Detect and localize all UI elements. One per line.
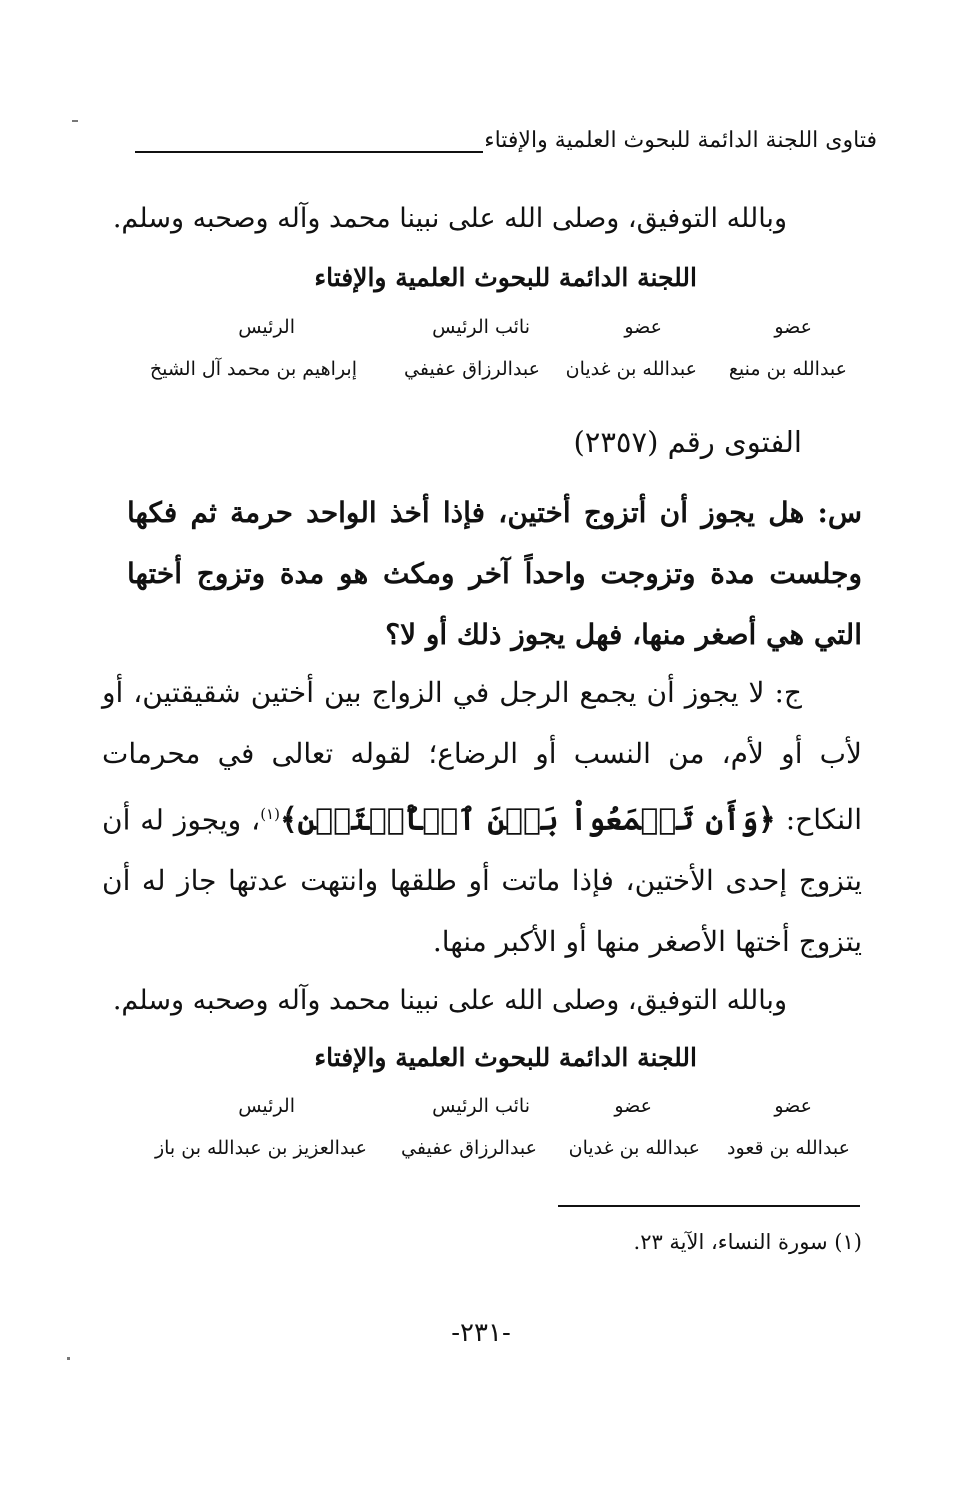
header-rule — [135, 151, 483, 153]
bottom-name-2: عبدالله بن غديان — [568, 1137, 700, 1159]
bottom-role-2: عضو — [614, 1095, 652, 1117]
quran-verse: ﴿وَأَن تَجۡمَعُواْ بَيۡنَ ٱلۡأُخۡتَيۡنِ﴾ — [279, 802, 776, 838]
running-header: فتاوى اللجنة الدائمة للبحوث العلمية والإفتاء — [484, 128, 877, 153]
footnote: (١) سورة النساء، الآية ٢٣. — [633, 1230, 862, 1254]
scan-speck — [72, 120, 78, 122]
top-role-1: عضو — [774, 316, 812, 338]
answer-text-after-quran: ، ويجوز له أن يتزوج إحدى الأختين، فإذا ماتت أو طلقها وانتهت عدتها جاز له أن يتزوج أختها الأصغر منها أو الأكبر منها. — [102, 803, 862, 959]
bottom-closing-line: وبالله التوفيق، وصلى الله على نبينا محمد وآله وصحبه وسلم. — [112, 985, 787, 1016]
top-name-4: إبراهيم بن محمد آل الشيخ — [149, 358, 357, 380]
fatwa-number: الفتوى رقم (٢٣٥٧) — [573, 425, 802, 459]
bottom-name-4: عبدالعزيز بن عبدالله بن باز — [154, 1137, 367, 1159]
bottom-committee-title: اللجنة الدائمة للبحوث العلمية والإفتاء — [314, 1043, 697, 1072]
footnote-reference: (١) — [260, 805, 280, 823]
top-name-2: عبدالله بن غديان — [565, 358, 697, 380]
top-name-3: عبدالرزاق عفيفي — [404, 358, 540, 380]
answer-paragraph — [102, 662, 862, 972]
top-role-2: عضو — [624, 316, 662, 338]
question-paragraph: س: هل يجوز أن أتزوج أختين، فإذا أخذ الواحد حرمة ثم فكها وجلست مدة وتزوجت واحداً آخر ومكث هو مدة وتزوج أختها التي هي أصغر منها، فهل يجوز ذلك أو لا؟ — [127, 496, 862, 651]
answer-text-before-quran: ج: لا يجوز أن يجمع الرجل في الزواج بين أختين شقيقتين، أو لأب أو لأم، من النسب أو الرضاع؛ لقوله تعالى في محرمات النكاح: — [102, 676, 862, 837]
bottom-role-4: الرئيس — [238, 1095, 295, 1117]
top-committee-title: اللجنة الدائمة للبحوث العلمية والإفتاء — [314, 263, 697, 292]
top-role-3: نائب الرئيس — [432, 316, 530, 338]
bottom-name-1: عبدالله بن قعود — [727, 1137, 850, 1159]
top-role-4: الرئيس — [238, 316, 295, 338]
top-name-1: عبدالله بن منيع — [728, 358, 847, 380]
bottom-role-1: عضو — [774, 1095, 812, 1117]
page-number: -٢٣١- — [451, 1318, 511, 1348]
bottom-name-3: عبدالرزاق عفيفي — [401, 1137, 537, 1159]
top-closing-line: وبالله التوفيق، وصلى الله على نبينا محمد وآله وصحبه وسلم. — [112, 203, 787, 234]
bottom-role-3: نائب الرئيس — [432, 1095, 530, 1117]
scan-speck — [67, 1357, 70, 1360]
footnote-rule — [558, 1205, 860, 1207]
